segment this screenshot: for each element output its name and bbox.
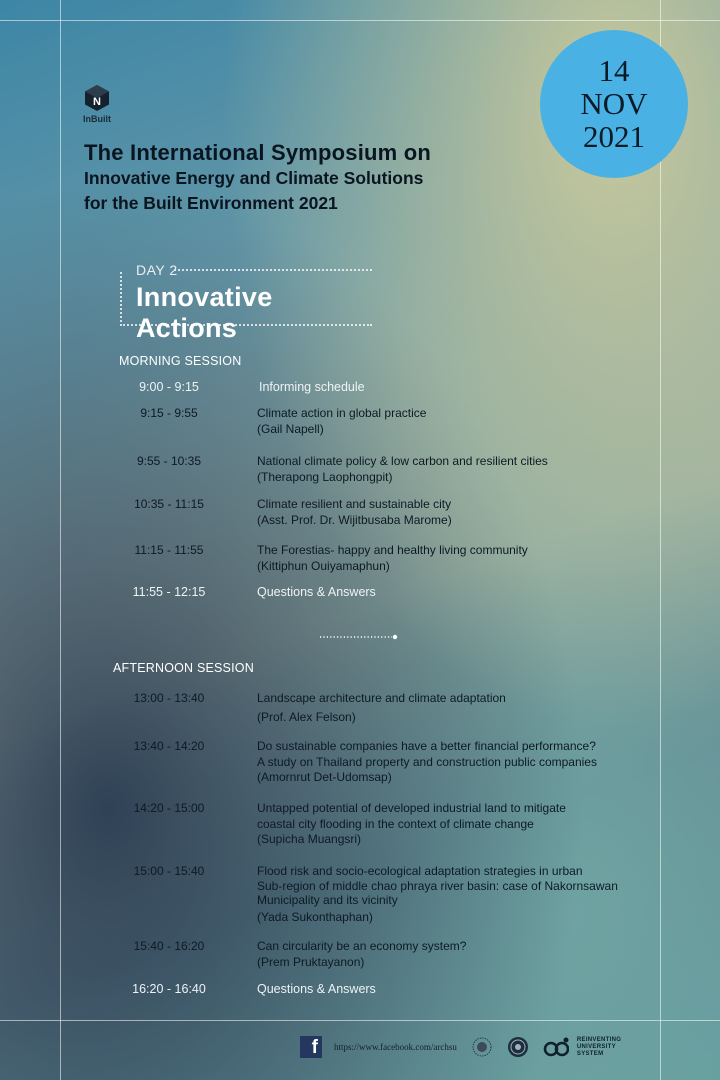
university-seal-icon [471, 1036, 493, 1058]
reinventing-label: REINVENTING UNIVERSITY SYSTEM [576, 1036, 622, 1057]
reinventing-logo-icon [543, 1036, 569, 1058]
inbuilt-logo-icon [84, 84, 110, 112]
topic-speaker: (Yada Sukonthaphan) [257, 909, 373, 924]
row-topic [257, 497, 637, 528]
morning-session-heading: MORNING SESSION [119, 354, 242, 368]
topic-speaker: (Therapong Laophongpit) [257, 469, 393, 484]
dotted-left-border [120, 272, 122, 322]
topic-title: The Forestias- happy and healthy living community [257, 543, 528, 557]
row-topic [257, 406, 637, 437]
date-month: NOV [580, 86, 648, 121]
row-time: 14:20 - 15:00 [133, 801, 205, 815]
topic-title: Flood risk and socio-ecological adaptation strategies in urban Sub-region of middle chao phraya river basin: case of Nakornsawan Municipality and its vicinity [257, 864, 618, 907]
date-badge [540, 30, 688, 178]
topic-speaker: (Gail Napell) [257, 421, 324, 436]
title-line-1: The International Symposium on [84, 140, 432, 165]
svg-text:N: N [93, 96, 101, 108]
row-time: 13:40 - 14:20 [133, 739, 205, 753]
row-time: 11:55 - 12:15 [132, 585, 206, 599]
topic-speaker: (Prem Pruktayanon) [257, 954, 365, 969]
row-time: 11:15 - 11:55 [134, 543, 204, 557]
topic-speaker: (Amornrut Det-Udomsap) [257, 770, 392, 784]
topic-speaker: (Prof. Alex Felson) [257, 709, 356, 724]
row-topic: Informing schedule [259, 380, 365, 394]
row-topic [257, 939, 637, 970]
session-separator [320, 634, 400, 640]
footer [300, 1032, 621, 1062]
ministry-seal-icon [507, 1036, 529, 1058]
row-topic [257, 691, 637, 725]
day-label: DAY 2 [136, 262, 178, 278]
dotted-top-border [174, 269, 372, 271]
row-topic [257, 801, 637, 848]
frame-line-right [660, 0, 661, 1080]
topic-title: Can circularity be an economy system? [257, 939, 467, 953]
row-topic [257, 864, 637, 924]
row-time: 9:55 - 10:35 [136, 454, 202, 468]
frame-line-top [0, 20, 720, 21]
title-line-2: Innovative Energy and Climate Solutions [84, 168, 424, 188]
frame-line-bottom [0, 1020, 720, 1021]
topic-title: Climate resilient and sustainable city [257, 497, 452, 511]
day-heading-box [120, 262, 372, 343]
row-time: 13:00 - 13:40 [133, 691, 205, 705]
topic-title: Untapped potential of developed industrial land to mitigate coastal city flooding in the context of climate change [257, 801, 566, 831]
topic-title: Do sustainable companies have a better financial performance? A study on Thailand property and construction public companies [257, 739, 597, 769]
frame-line-left [60, 0, 61, 1080]
row-time: 15:40 - 16:20 [133, 939, 205, 953]
row-topic [257, 454, 637, 485]
topic-title: National climate policy & low carbon and resilient cities [257, 454, 548, 468]
row-time: 16:20 - 16:40 [132, 982, 206, 996]
afternoon-session-heading: AFTERNOON SESSION [113, 661, 254, 675]
row-topic: Questions & Answers [257, 982, 376, 996]
title-line-3: for the Built Environment 2021 [84, 193, 338, 213]
date-year: 2021 [583, 119, 645, 154]
symposium-title [84, 140, 431, 216]
row-time: 10:35 - 11:15 [134, 497, 204, 511]
topic-speaker: (Asst. Prof. Dr. Wijitbusaba Marome) [257, 512, 452, 527]
row-time: 9:00 - 9:15 [139, 380, 199, 394]
row-topic [257, 543, 637, 574]
row-topic [257, 739, 637, 786]
row-time: 15:00 - 15:40 [133, 864, 205, 878]
topic-speaker: (Kittiphun Ouiyamaphun) [257, 558, 390, 573]
day-title: Innovative Actions [136, 282, 273, 343]
topic-title: Landscape architecture and climate adaptation [257, 691, 506, 705]
row-topic: Questions & Answers [257, 585, 376, 599]
topic-speaker: (Supicha Muangsri) [257, 832, 362, 846]
logo-text: InBuilt [83, 114, 111, 124]
row-time: 9:15 - 9:55 [140, 406, 198, 420]
facebook-icon[interactable]: f [300, 1036, 322, 1058]
inbuilt-logo [80, 84, 114, 124]
date-day: 14 [598, 53, 630, 88]
topic-title: Climate action in global practice [257, 406, 427, 420]
facebook-url[interactable]: https://www.facebook.com/archsu [334, 1042, 457, 1052]
